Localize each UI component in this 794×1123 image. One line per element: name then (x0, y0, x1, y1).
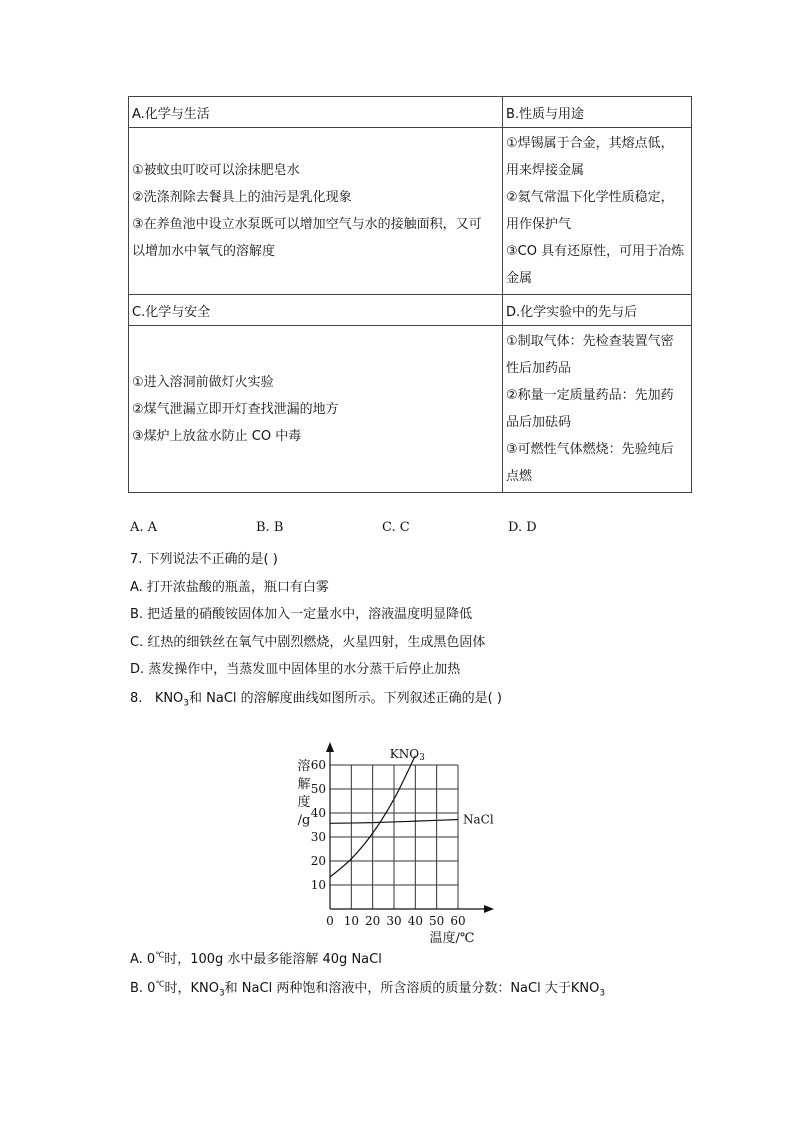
y-tick-label: 20 (310, 854, 326, 868)
c-item: ①进入溶洞前做灯火实验 (132, 374, 274, 390)
chart-ticks (311, 758, 466, 928)
q8-number: 8. (130, 691, 143, 706)
b-item: 用来焊接金属 (506, 163, 585, 178)
x-tick-label: 30 (386, 914, 402, 928)
cell-c-title: C.化学与安全 (129, 295, 503, 326)
y-axis-label-char: 溶 (297, 759, 311, 774)
b-item: ①焊锡属于合金，其熔点低， (506, 136, 674, 151)
y-tick-label: 60 (310, 758, 326, 772)
cell-a-title: A.化学与生活 (129, 97, 503, 128)
q8-sub: 3 (183, 698, 190, 709)
q7-option-b[interactable]: B. 把适量的硝酸铵固体加入一定量水中，溶液温度明显降低 (130, 607, 473, 622)
cell-b-title: B.性质与用途 (503, 97, 692, 128)
q8-sub: 3 (218, 988, 225, 999)
y-axis-arrow (326, 742, 334, 752)
series-label-subscript: 3 (419, 753, 425, 763)
solubility-chart (290, 742, 510, 947)
series-label-kno3 (390, 747, 425, 763)
y-tick-label: 10 (310, 878, 326, 892)
series-label-text: NaCl (463, 812, 494, 827)
q8-b-mid2: 和 NaCl 两种饱和溶液中，所含溶质的质量分数：NaCl 大于KNO (224, 981, 600, 996)
b-item: 金属 (506, 271, 533, 286)
x-tick-label: 20 (365, 914, 381, 928)
y-tick-label: 30 (310, 830, 326, 844)
y-axis-label-char: 解 (297, 777, 311, 792)
series-label-text: KNO (389, 747, 420, 761)
d-item: ③可燃性气体燃烧：先验纯后 (506, 442, 674, 457)
degree-sup: ℃ (155, 950, 165, 960)
cell-a-body (129, 128, 503, 295)
c-item: ②煤气泄漏立即开灯查找泄漏的地方 (132, 401, 339, 417)
x-tick-label: 10 (343, 914, 359, 928)
q8-a-rest: 时，100g 水中最多能溶解 40g NaCl (164, 952, 382, 967)
x-tick-label: 0 (326, 914, 334, 928)
y-tick-label: 50 (310, 782, 326, 796)
q8-sub: 3 (599, 988, 606, 999)
q7-stem: 7. 下列说法不正确的是( ) (130, 552, 278, 567)
q6-option-a[interactable]: A. A (130, 520, 158, 535)
x-axis-arrow (484, 905, 494, 913)
q8-option-b[interactable] (130, 977, 605, 999)
q7-option-a[interactable]: A. 打开浓盐酸的瓶盖，瓶口有白雾 (130, 580, 329, 595)
cell-d-body (503, 326, 692, 493)
x-tick-label: 40 (407, 914, 423, 928)
b-item: ②氦气常温下化学性质稳定， (506, 190, 674, 205)
b-item: ③CO 具有还原性，可用于冶炼 (506, 244, 685, 259)
q7-option-d[interactable]: D. 蒸发操作中，当蒸发皿中固体里的水分蒸干后停止加热 (130, 662, 461, 677)
q8-stem-rest: 和 NaCl 的溶解度曲线如图所示。下列叙述正确的是( ) (189, 691, 502, 706)
x-tick-label: 50 (429, 914, 445, 928)
q8-option-a[interactable] (130, 948, 382, 967)
x-tick-label: 60 (450, 914, 466, 928)
q6-option-d[interactable]: D. D (508, 520, 537, 535)
d-item: 品后加砝码 (506, 415, 572, 430)
q8-stem (130, 687, 502, 709)
q6-option-c[interactable]: C. C (382, 520, 410, 535)
q8-kno3: KNO (154, 691, 184, 706)
y-axis-label-char: 度 (297, 795, 311, 810)
c-item: ③煤炉上放盆水防止 CO 中毒 (132, 428, 302, 444)
d-item: 点燃 (506, 469, 533, 484)
y-tick-label: 40 (310, 806, 326, 820)
a-item: ①被蚊虫叮咬可以涂抹肥皂水 (132, 163, 300, 178)
a-item: ②洗涤剂除去餐具上的油污是乳化现象 (132, 190, 352, 205)
q6-options (130, 518, 690, 540)
chart-grid (330, 765, 458, 909)
x-axis-label: 温度/℃ (429, 931, 475, 946)
q6-table (128, 96, 692, 493)
q8-b-mid: 时，KNO (164, 981, 219, 996)
d-item: ①制取气体：先检查装置气密 (506, 334, 674, 349)
q8-b-prefix: B. 0 (130, 981, 156, 996)
cell-c-body (129, 326, 503, 493)
d-item: 性后加药品 (506, 361, 572, 376)
q8-a-prefix: A. 0 (130, 952, 156, 967)
q7-option-c[interactable]: C. 红热的细铁丝在氧气中剧烈燃烧，火星四射，生成黑色固体 (130, 635, 486, 650)
degree-sup: ℃ (155, 979, 165, 989)
cell-b-body (503, 128, 692, 295)
cell-d-title: D.化学实验中的先与后 (503, 295, 692, 326)
a-item: ③在养鱼池中设立水泵既可以增加空气与水的接触面积，又可 (132, 217, 482, 232)
q6-option-b[interactable]: B. B (256, 520, 284, 535)
a-item: 以增加水中氧气的溶解度 (132, 244, 276, 259)
y-axis-label-char: /g (297, 813, 311, 828)
b-item: 用作保护气 (506, 217, 572, 232)
series-label-nacl (463, 812, 494, 826)
d-item: ②称量一定质量药品：先加药 (506, 388, 674, 403)
